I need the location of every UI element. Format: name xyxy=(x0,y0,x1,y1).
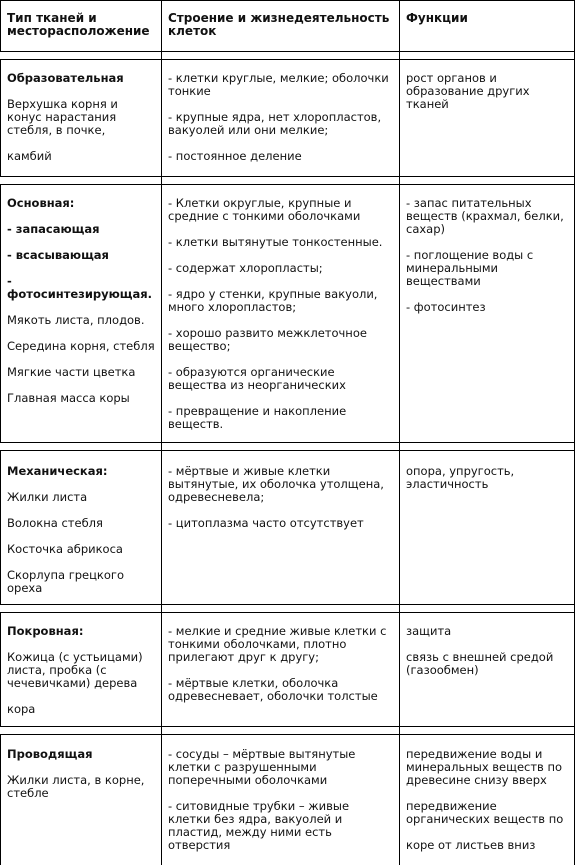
structure-text: - мёртвые клетки, оболочка одревесневает, оболочки толстые xyxy=(168,676,378,703)
function-text: - поглощение воды с минеральными веществами xyxy=(406,248,534,288)
tissue-subtype: - всасывающая xyxy=(7,248,109,262)
tissue-type: Покровная: xyxy=(7,624,84,638)
functions-cell xyxy=(400,613,575,727)
place-text: Середина корня, стебля xyxy=(7,339,155,353)
structure-text: - Клетки округлые, крупные и средние с тонкими оболочками xyxy=(168,196,361,223)
header-type: Тип тканей и месторасположение xyxy=(0,0,162,52)
functions-cell xyxy=(400,451,575,605)
place-text: Верхушка корня и конус нарастания стебля, в почке, xyxy=(7,97,118,137)
structure-text: - образуются органические вещества из неорганических xyxy=(168,365,346,392)
function-text: связь с внешней средой (газообмен) xyxy=(406,650,554,677)
structure-text: - сосуды – мёртвые вытянутые клетки с разрушенными поперечными оболочками xyxy=(168,747,356,787)
function-text: передвижение органических веществ по xyxy=(406,799,564,826)
structure-cell xyxy=(162,451,400,605)
place-text: Жилки листа, в корне, стебле xyxy=(7,773,145,800)
function-text: рост органов и образование других тканей xyxy=(406,71,530,111)
type-cell xyxy=(0,60,162,177)
structure-cell xyxy=(162,185,400,443)
table-row xyxy=(0,60,575,177)
type-cell xyxy=(0,451,162,605)
place-text: Волокна стебля xyxy=(7,516,103,530)
place-text: Скорлупа грецкого ореха xyxy=(7,568,124,595)
functions-cell xyxy=(400,185,575,443)
place-text: Мягкие части цветка xyxy=(7,365,136,379)
function-text: передвижение воды и минеральных веществ по древесине снизу вверх xyxy=(406,747,563,787)
structure-text: - мелкие и средние живые клетки с тонкими оболочками, плотно прилегают друг к другу; xyxy=(168,624,387,664)
header-functions: Функции xyxy=(400,0,575,52)
structure-text: - постоянное деление xyxy=(168,149,302,163)
place-text: Кожица (с устьицами) листа, пробка (с чечевичками) дерева xyxy=(7,650,143,690)
table-row xyxy=(0,185,575,443)
structure-text: - мёртвые и живые клетки вытянутые, их оболочка утолщена, одревесневела; xyxy=(168,464,384,504)
header-structure: Строение и жизнедеятельность клеток xyxy=(162,0,400,52)
header-row xyxy=(0,0,575,52)
place-text: Косточка абрикоса xyxy=(7,542,123,556)
place-text: Главная масса коры xyxy=(7,391,130,405)
place-text: Мякоть листа, плодов. xyxy=(7,313,145,327)
type-cell xyxy=(0,613,162,727)
function-text: - запас питательных веществ (крахмал, белки, сахар) xyxy=(406,196,564,236)
functions-cell xyxy=(400,60,575,177)
structure-text: - хорошо развито межклеточное вещество; xyxy=(168,326,367,353)
structure-text: - крупные ядра, нет хлоропластов, вакуолей или они мелкие; xyxy=(168,110,382,137)
structure-text: - ситовидные трубки – живые клетки без ядра, вакуолей и пластид, между ними есть отверстия xyxy=(168,799,350,852)
structure-text: - клетки вытянутые тонкостенные. xyxy=(168,235,383,249)
structure-text: - клетки круглые, мелкие; оболочки тонкие xyxy=(168,71,389,98)
structure-text: - цитоплазма часто отсутствует xyxy=(168,516,364,530)
place-text: кора xyxy=(7,702,36,716)
structure-text: - ядро у стенки, крупные вакуоли, много хлоропластов; xyxy=(168,287,378,314)
type-cell xyxy=(0,185,162,443)
table-row xyxy=(0,451,575,605)
function-text: опора, упругость, эластичность xyxy=(406,464,515,491)
function-text: защита xyxy=(406,624,452,638)
tissue-subtype: - запасающая xyxy=(7,222,100,236)
place-text: Жилки листа xyxy=(7,490,88,504)
place-text: камбий xyxy=(7,149,52,163)
structure-text: - превращение и накопление веществ. xyxy=(168,404,347,431)
tissue-type: Механическая: xyxy=(7,464,108,478)
function-text: - фотосинтез xyxy=(406,300,486,314)
tissue-type: Образовательная xyxy=(7,71,124,85)
table-row xyxy=(0,613,575,727)
function-text: коре от листьев вниз xyxy=(406,838,536,852)
structure-text: - содержат хлоропласты; xyxy=(168,261,323,275)
tissue-type: Основная: xyxy=(7,196,75,210)
tissue-subtype: - фотосинтезирующая. xyxy=(7,274,153,301)
structure-cell xyxy=(162,60,400,177)
tissue-type: Проводящая xyxy=(7,747,93,761)
structure-cell xyxy=(162,613,400,727)
